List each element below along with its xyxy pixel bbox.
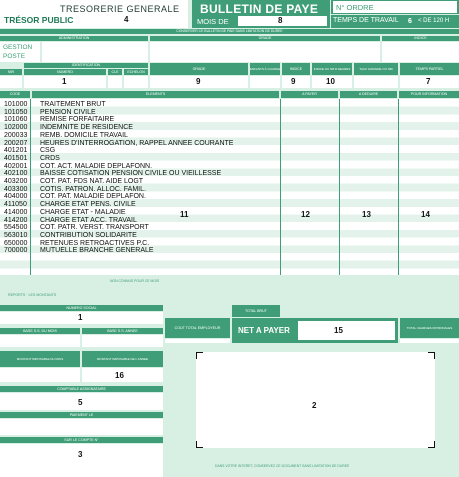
numero-field-number: 1 [62,77,67,86]
administration-value [42,42,148,62]
paiement-header: PAIEMENT LE [0,412,163,418]
table-row-label: CHARGE ETAT ACC. TRAVAIL [40,216,137,224]
net-to-pay-field-number: 15 [334,326,343,335]
indice-field-number: 9 [291,77,296,86]
table-row-label: COTIS. PATRON. ALLOC. FAMIL. [40,185,146,193]
indice-sub-header: INDICE OU NB D'HEURES [312,63,352,75]
indice-sub-value [312,76,352,88]
header-left-box [0,0,188,28]
window-corner-bl [196,441,203,448]
gestion-label: GESTION [3,44,33,51]
table-row-code: 402001 [4,162,28,170]
order-box [331,0,459,14]
grade-header: GRADE [150,36,380,41]
table-row-label: HEURES D'INTERROGATION, RAPPEL ANNEE COURANTE [40,139,234,147]
document-title: BULLETIN DE PAYE [200,2,319,16]
nir-header: NIR [0,69,22,75]
taux-value [354,76,398,88]
cle-header: CLE [108,69,122,75]
comptable-field-number: 5 [78,398,83,407]
total-charges-value [400,339,459,343]
base-ss-month-header: BASE S.S. DU MOIS [0,328,80,334]
table-row-code: 411050 [4,201,27,209]
cout-total-value [165,339,230,343]
deduire-field-number: 13 [362,210,371,219]
enfants-value [250,76,280,88]
table-row-code: 101060 [4,116,28,124]
nir-value [0,76,22,88]
table-row-label: CONTRIBUTION SOLIDARITE [40,231,137,239]
identification-header: IDENTIFICATION [24,63,148,68]
table-row-label: INDEMNITE DE RESIDENCE [40,124,133,132]
temps-partiel-value [400,76,459,88]
table-row-code: 414200 [4,216,28,224]
retention-notice: CONSERVER CE BULLETIN DE PAIE SANS LIMITATION DE DUREE [0,29,459,34]
indice-small-header: INDICE [282,63,310,75]
table-divider-2 [280,99,281,275]
compte-value [0,444,163,477]
table-row-code: 403300 [4,185,28,193]
compte-header: SUR LE COMPTE N° [0,437,163,443]
numero-social-field-number: 1 [78,313,83,322]
table-row-label: CSG [40,147,56,155]
grade-value [150,42,380,62]
net-to-pay-box [232,318,398,343]
comptable-header: COMPTABLE ASSIGNATAIRE [0,386,163,392]
base-ss-month-value [0,335,80,347]
treasury-subtitle: TRÉSOR PUBLIC [4,15,74,25]
imposable-year-header: MONTANT IMPOSABLE DE L'ANNEE [82,351,163,367]
table-row-code: 402100 [4,170,28,178]
net-to-pay-value [298,321,395,340]
label-list [40,101,233,255]
table-row-label: TRAITEMENT BRUT [40,101,106,108]
temps-partiel-header: TEMPS PARTIEL [400,63,459,75]
table-footer-note: NON CONNUS POUR CE MOIS [110,279,160,283]
numero-social-header: NUMERO SOCIAL [0,305,163,311]
table-row-label: CHARGE ETAT PENS. CIVILE [40,201,136,209]
table-row-code: 401201 [4,147,28,155]
elements-column-header: ELEMENTS [32,91,279,98]
imposable-year-value [82,368,163,382]
window-corner-br [428,441,435,448]
numero-value [24,76,106,88]
worktime-box [331,15,459,28]
base-ss-year-header: BASE S.S. ANNEE [82,328,163,334]
table-row-code: 200033 [4,131,28,139]
paiement-value [0,419,163,435]
echelon-header: ECHELON [124,69,148,75]
table-row-code: 404000 [4,193,28,201]
indice-value [382,42,459,62]
month-label: MOIS DE [197,17,229,26]
bottom-note: DANS VOTRE INTERET, CONSERVEZ CE DOCUMENT SANS LIMITATION DE DUREE [215,464,350,468]
cle-value [108,76,122,88]
imposable-year-field-number: 16 [115,371,124,380]
taux-header: TAUX HORAIRE OU NBI [354,63,398,75]
window-corner-tl [196,352,203,359]
indice-small-value [282,76,310,88]
cout-total-header: COUT TOTAL EMPLOYEUR [165,318,230,338]
worktime-field-number: 6 [408,18,412,25]
comptable-value [0,393,163,410]
table-divider-3 [339,99,340,275]
month-value-box [238,16,327,26]
enfants-header: ENFANTS À CHARGE [250,63,280,75]
table-row-code: 101050 [4,108,28,116]
info-field-number: 14 [421,210,430,219]
numero-social-value [0,312,163,324]
payer-column-header: A PAYER [281,91,338,98]
worktime-label: TEMPS DE TRAVAIL [333,17,399,24]
table-row-label: PENSION CIVILE [40,108,96,116]
table-row-code: 102000 [4,124,28,132]
echelon-value [124,76,148,88]
table-row-code: 414000 [4,208,28,216]
table-row-label: RETENUES RETROACTIVES P.C. [40,239,150,247]
grade-sub-header: GRADE [150,63,248,75]
table-divider-1 [30,99,31,275]
table-divider-4 [398,99,399,275]
table-row-label: REMISE FORFAITAIRE [40,116,115,124]
table-row-label: COT. PAT. MALADIE DEPLAFON. [40,193,146,201]
grade-field-number: 9 [196,77,201,86]
compte-field-number: 3 [78,450,83,459]
table-row-code: 200207 [4,139,28,147]
elements-field-number: 11 [180,210,189,219]
order-label: N° ORDRE [336,3,374,12]
table-row-code: 403200 [4,178,28,186]
indice-unit-field-number: 10 [326,77,335,86]
table-row-label: MUTUELLE BRANCHE GENERALE [40,247,154,255]
window-corner-tr [428,352,435,359]
address-window [196,352,435,448]
table-row-code: 554500 [4,224,28,232]
grade-sub-value [150,76,248,88]
title-field-number: 4 [124,15,129,24]
numero-header: NUMERO [24,69,106,75]
total-charges-header: TOTAL CHARGES PATRONALES [400,318,459,338]
administration-header: ADMINISTRATION [0,36,148,41]
payer-field-number: 12 [301,210,310,219]
poste-label: POSTE [3,53,26,60]
table-row-code: 401501 [4,154,28,162]
table-row-label: BAISSE COTISATION PENSION CIVILE OU VIEILLESSE [40,170,222,178]
net-to-pay-label: NET A PAYER [238,326,290,335]
temps-partiel-field-number: 7 [426,77,431,86]
indice-header: INDICE [382,36,459,41]
table-row-code: 563010 [4,231,28,239]
table-row-code: 101000 [4,101,28,108]
table-row-label: COT. PATR. VERST. TRANSPORT [40,224,149,232]
deduire-column-header: A DEDUIRE [340,91,397,98]
table-row-label: COT. PAT. FDS NAT. AIDE LOGT [40,178,144,186]
table-row-code: 700000 [4,247,28,255]
month-field-number: 8 [278,16,283,25]
info-column-header: POUR INFORMATION [399,91,459,98]
table-row-label: COT. ACT. MALADIE DEPLAFONN. [40,162,153,170]
worktime-unit: < DE 120 H [418,18,450,24]
code-list [4,101,27,255]
table-row-label: CHARGE ETAT - MALADIE [40,208,126,216]
reports-note: REPORTS · LES MONTANTS [8,293,57,297]
imposable-month-value [0,368,80,382]
imposable-month-header: MONTANT IMPOSABLE DU MOIS [0,351,80,367]
address-field-number: 2 [312,401,317,410]
code-column-header: CODE [0,91,30,98]
order-value-box [333,1,457,13]
gestion-box [0,42,40,62]
table-row-label: CRDS [40,154,60,162]
treasury-title: TRESORERIE GENERALE [60,4,180,14]
table-row-code: 650000 [4,239,28,247]
table-row-label: REMB. DOMICILE TRAVAIL [40,131,128,139]
base-ss-year-value [82,335,163,347]
total-brut-header: TOTAL BRUT [232,305,280,317]
